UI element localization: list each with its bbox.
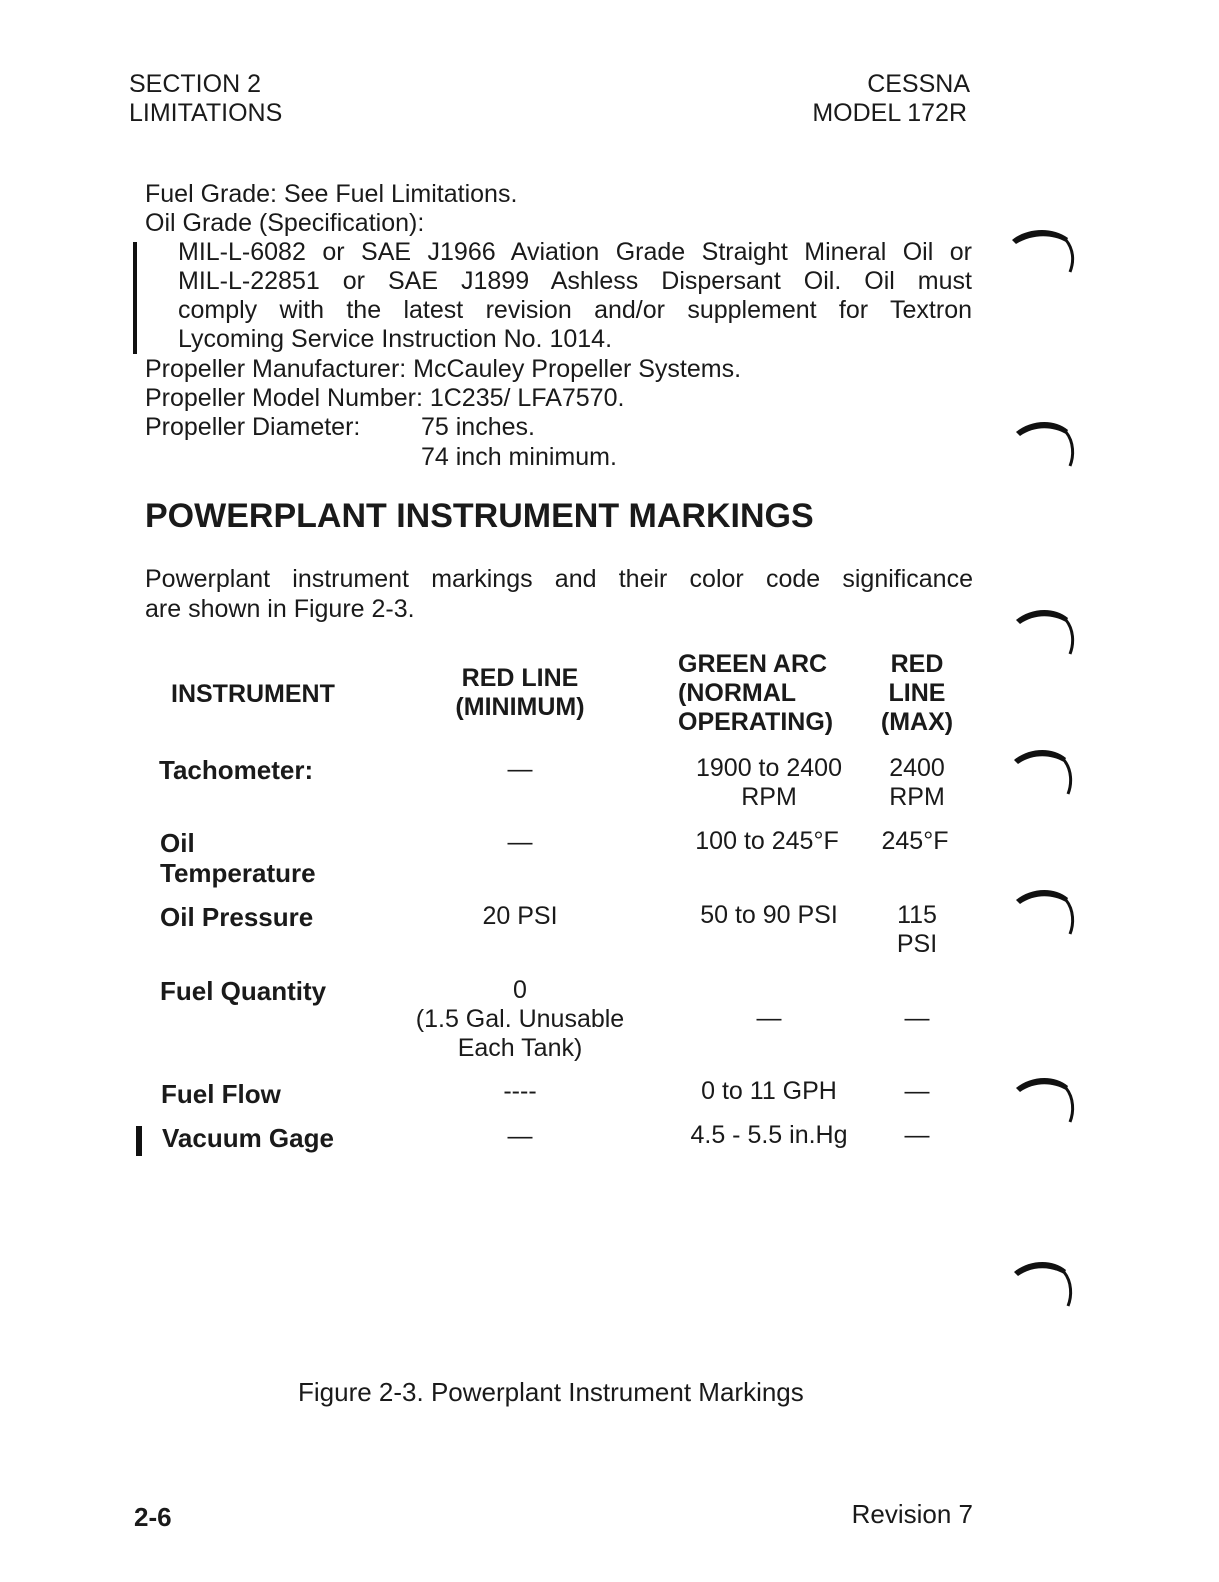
manufacturer-label: CESSNA xyxy=(867,70,970,98)
binder-hole-mark-icon xyxy=(1010,742,1076,798)
row-oil-temp-red-max: 245°F xyxy=(881,827,949,855)
row-oil-pressure-red-max xyxy=(872,901,962,959)
header-red-line-max-line3: (MAX) xyxy=(880,708,954,736)
row-fuel-quantity-red-min-line1: 0 xyxy=(513,976,527,1004)
propeller-model-text: Propeller Model Number: 1C235/ LFA7570. xyxy=(145,384,625,412)
row-vacuum-gage-green: 4.5 - 5.5 in.Hg xyxy=(690,1121,848,1149)
oil-spec-line-4: Lycoming Service Instruction No. 1014. xyxy=(178,325,613,353)
binder-hole-mark-icon xyxy=(1012,882,1078,938)
row-fuel-quantity-red-min xyxy=(390,976,650,1063)
binder-hole-mark-icon xyxy=(1012,602,1078,658)
row-fuel-quantity-label: Fuel Quantity xyxy=(160,976,327,1006)
model-label: MODEL 172R xyxy=(812,99,967,127)
row-fuel-quantity-red-min-line3: Each Tank) xyxy=(457,1034,583,1062)
row-oil-temp-red-min: — xyxy=(507,828,533,856)
intro-line-1: Powerplant instrument markings and their color code significance xyxy=(145,565,973,593)
row-oil-pressure-label: Oil Pressure xyxy=(160,902,314,932)
propeller-diameter-value: 75 inches. xyxy=(421,413,535,441)
oil-spec-line-2: MIL-L-22851 or SAE J1899 Ashless Dispersant Oil. Oil must xyxy=(178,267,972,295)
row-oil-pressure-red-max-line2: PSI xyxy=(896,930,938,958)
row-fuel-flow-green: 0 to 11 GPH xyxy=(701,1077,837,1105)
page-number: 2-6 xyxy=(134,1502,172,1532)
binder-hole-mark-icon xyxy=(1012,1070,1078,1126)
section-title-label: LIMITATIONS xyxy=(129,99,283,127)
propeller-diameter-minimum: 74 inch minimum. xyxy=(421,443,617,471)
propeller-diameter-label: Propeller Diameter: xyxy=(145,413,361,441)
header-green-arc-line2: (NORMAL xyxy=(678,679,797,707)
row-vacuum-gage-label: Vacuum Gage xyxy=(162,1123,334,1153)
oil-grade-label: Oil Grade (Specification): xyxy=(145,209,425,237)
oil-spec-line-3: comply with the latest revision and/or supplement for Textron xyxy=(178,296,972,324)
row-oil-temp-label-line2: Temperature xyxy=(160,858,316,888)
row-oil-temp-label xyxy=(160,828,316,888)
section-label: SECTION 2 xyxy=(129,70,261,98)
row-oil-pressure-green: 50 to 90 PSI xyxy=(700,901,838,929)
row-fuel-flow-red-min: ---- xyxy=(503,1077,537,1105)
row-fuel-quantity-red-min-line2: (1.5 Gal. Unusable xyxy=(415,1005,625,1033)
header-red-line-max xyxy=(872,650,962,737)
row-fuel-flow-red-max: — xyxy=(904,1077,930,1105)
revision-change-bar xyxy=(133,242,137,354)
intro-line-2: are shown in Figure 2-3. xyxy=(145,595,415,623)
header-instrument: INSTRUMENT xyxy=(171,680,335,708)
row-vacuum-gage-red-max: — xyxy=(904,1121,930,1149)
row-vacuum-gage-red-min: — xyxy=(507,1122,533,1150)
header-red-line-min-line1: RED LINE xyxy=(461,664,579,692)
revision-label: Revision 7 xyxy=(851,1499,973,1529)
propeller-manufacturer-text: Propeller Manufacturer: McCauley Propeller Systems. xyxy=(145,355,742,383)
section-heading: POWERPLANT INSTRUMENT MARKINGS xyxy=(145,497,814,535)
row-tachometer-red-max xyxy=(872,754,962,812)
binder-hole-mark-icon xyxy=(1012,414,1078,470)
row-tachometer-label: Tachometer: xyxy=(159,755,314,785)
oil-spec-line-1: MIL-L-6082 or SAE J1966 Aviation Grade Straight Mineral Oil or xyxy=(178,238,972,266)
header-green-arc-line1: GREEN ARC xyxy=(678,650,828,678)
header-red-line-max-line1: RED xyxy=(890,650,944,678)
row-oil-temp-label-line1: Oil xyxy=(160,828,195,858)
row-oil-pressure-red-max-line1: 115 xyxy=(897,901,937,929)
header-green-arc xyxy=(678,650,833,737)
vacuum-change-bar xyxy=(136,1126,142,1156)
row-fuel-flow-label: Fuel Flow xyxy=(161,1079,281,1109)
binder-hole-mark-icon xyxy=(1010,1254,1076,1310)
row-oil-temp-green: 100 to 245°F xyxy=(695,827,839,855)
row-tachometer-green-line1: 1900 to 2400 xyxy=(696,754,842,782)
row-tachometer-green xyxy=(670,754,868,812)
header-red-line-min xyxy=(420,664,620,722)
fuel-grade-text: Fuel Grade: See Fuel Limitations. xyxy=(145,180,518,208)
row-oil-pressure-red-min: 20 PSI xyxy=(482,902,558,930)
header-red-line-max-line2: LINE xyxy=(888,679,946,707)
row-tachometer-red-min: — xyxy=(507,755,533,783)
row-tachometer-red-max-line1: 2400 xyxy=(889,754,945,782)
row-fuel-quantity-red-max: — xyxy=(904,1004,930,1032)
header-red-line-min-line2: (MINIMUM) xyxy=(455,693,585,721)
row-fuel-quantity-green: — xyxy=(756,1004,782,1032)
row-tachometer-green-line2: RPM xyxy=(741,783,797,811)
binder-hole-mark-icon xyxy=(1008,224,1078,276)
figure-caption: Figure 2-3. Powerplant Instrument Markings xyxy=(298,1377,804,1407)
header-green-arc-line3: OPERATING) xyxy=(678,708,834,736)
row-tachometer-red-max-line2: RPM xyxy=(889,783,945,811)
